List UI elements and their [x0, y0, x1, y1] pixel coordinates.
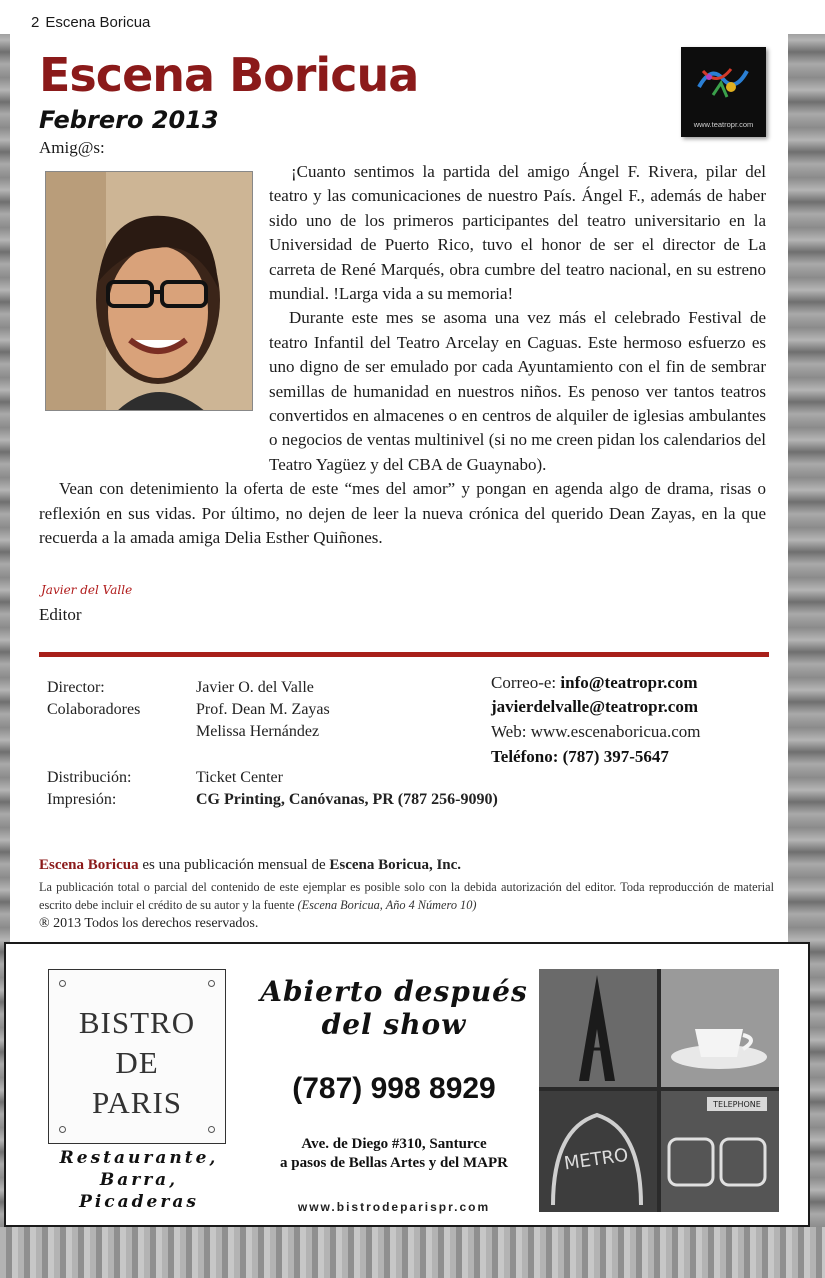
publication-sentence: es una publicación mensual de	[138, 857, 330, 873]
publication-brand: Escena Boricua	[39, 857, 139, 873]
theater-logo-icon	[691, 57, 756, 102]
website-link[interactable]: www.escenaboricua.com	[530, 722, 701, 741]
printing-value: CG Printing, Canóvanas, PR (787 256-9090)	[196, 791, 498, 808]
printing-label: Impresión:	[47, 791, 117, 808]
telephone-sign-text: TELEPHONE	[713, 1100, 761, 1109]
letter-paragraph: Durante este mes se asoma una vez más el celebrado Festival de teatro Infantil del Teatro Arcelay en Caguas. Este hermoso esfuerzo es uno digno de ser emulado por cada Ayuntamiento con el fin de sembrar semillas de humanidad en nuestros niños. Es penoso ver tantos teatros convertidos en almacenes o en centros de alquiler de iglesias ambulantes o negocios de ventas multinivel (si no me creen pidan los calendarios del Teatro Yagüez y del CBA de Guaynabo).	[269, 308, 766, 474]
collaborators-label: Colaboradores	[47, 701, 141, 718]
distribution-value: Ticket Center	[196, 769, 283, 786]
ad-website[interactable]: www.bistrodeparispr.com	[297, 1200, 491, 1214]
address-line: Ave. de Diego #310, Santurce	[301, 1136, 487, 1152]
headline-line: Abierto después	[260, 975, 528, 1008]
bistro-name	[49, 1003, 225, 1123]
letter-paragraph: ¡Cuanto sentimos la partida del amigo Ángel F. Rivera, pilar del teatro y las comunicaciones de nuestro País. Ángel F., además de haber sido uno de los primeros participantes del teatro universitario en la Universidad de Puerto Rico, tuvo el honor de ser el director de La carreta de René Marqués, obra cumbre del teatro nacional, en su estreno mundial. !Larga vida a su memoria!	[269, 162, 766, 304]
editor-letter-body	[39, 160, 766, 551]
bistro-name-line: PARIS	[91, 1085, 183, 1120]
section-divider	[39, 652, 769, 657]
email-label: Correo-e:	[491, 673, 557, 692]
email-address[interactable]: javierdelvalle@teatropr.com	[491, 697, 699, 716]
phone-number: Teléfono: (787) 397-5647	[491, 747, 669, 766]
rivet-icon	[59, 980, 66, 987]
legal-citation: (Escena Boricua, Año 4 Número 10)	[297, 898, 477, 912]
publisher-name: Escena Boricua, Inc.	[329, 857, 462, 873]
email-line	[491, 671, 698, 696]
email-address-2	[491, 695, 698, 720]
metro-sign-text: METRO	[562, 1144, 630, 1175]
email-address[interactable]: info@teatropr.com	[560, 673, 698, 692]
director-value: Javier O. del Valle	[196, 679, 314, 696]
web-line	[491, 720, 700, 745]
collaborator-name: Prof. Dean M. Zayas	[196, 701, 330, 718]
service-line: Barra,	[99, 1170, 179, 1190]
editor-signature: Javier del Valle	[41, 583, 133, 597]
bistro-services	[44, 1147, 234, 1213]
teatropr-logo	[681, 47, 766, 137]
ad-address	[249, 1135, 539, 1173]
bistro-name-line: DE	[115, 1045, 159, 1080]
logo-url: www.teatropr.com	[693, 120, 754, 129]
phone-line	[491, 745, 669, 770]
distribution-label: Distribución:	[47, 769, 132, 786]
masthead-title: Escena Boricua	[39, 48, 419, 102]
bistro-name-line: BISTRO	[78, 1005, 196, 1040]
rivet-icon	[59, 1126, 66, 1133]
running-section-title: Escena Boricua	[45, 14, 151, 31]
page-number: 2	[31, 14, 40, 31]
legal-text: La publicación total o parcial del contenido de este ejemplar es posible solo con la debida autorización del editor. Toda reproducción de material escrito debe incluir el crédito de su autor y la fuente	[39, 880, 774, 912]
rivet-icon	[208, 980, 215, 987]
letter-paragraph: Vean con detenimiento la oferta de este “mes del amor” y pongan en agenda algo de drama, risas o reflexión en sus vidas. Por último, no dejen de leer la nueva crónica del querido Dean Zayas, en la que recuerda a la amada amiga Delia Esther Quiñones.	[39, 479, 766, 548]
page-bottom-edge	[0, 1227, 825, 1278]
collaborator-name: Melissa Hernández	[196, 723, 320, 740]
rivet-icon	[208, 1126, 215, 1133]
headline-line: del show	[321, 1008, 467, 1041]
bistro-advertisement	[4, 942, 810, 1227]
paris-photo-collage	[539, 969, 779, 1212]
issue-date: Febrero 2013	[39, 106, 219, 134]
legal-notice	[39, 878, 774, 914]
ad-headline	[259, 975, 529, 1041]
letter-greeting: Amig@s:	[39, 138, 105, 157]
web-label: Web:	[491, 722, 527, 741]
page-header	[0, 0, 825, 34]
bistro-sign	[48, 969, 226, 1144]
address-line: a pasos de Bellas Artes y del MAPR	[280, 1155, 508, 1171]
service-line: Restaurante,	[59, 1148, 219, 1168]
copyright-notice: ® 2013 Todos los derechos reservados.	[39, 916, 259, 931]
editor-role: Editor	[39, 605, 82, 624]
ad-phone: (787) 998 8929	[292, 1072, 496, 1105]
director-label: Director:	[47, 679, 105, 696]
paris-collage-illustration	[539, 969, 779, 1212]
publication-statement	[39, 857, 461, 874]
editorial-page	[10, 34, 788, 942]
service-line: Picaderas	[79, 1192, 199, 1212]
